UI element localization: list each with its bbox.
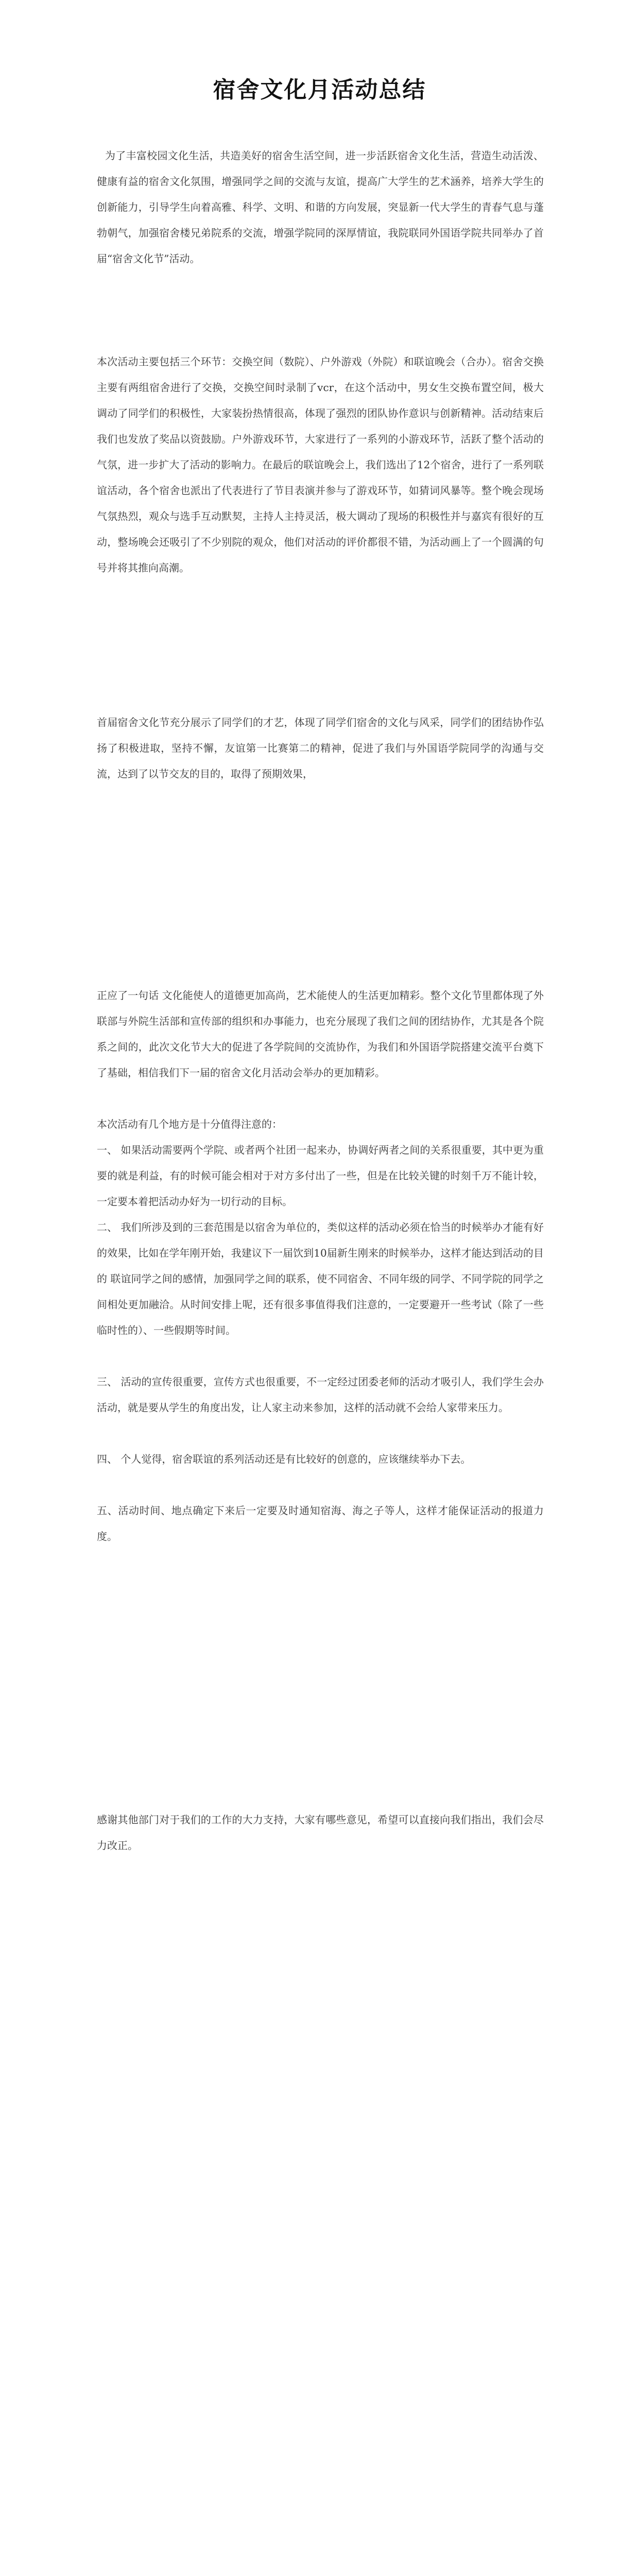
paragraph-notes-heading: 本次活动有几个地方是十分值得注意的： — [97, 1118, 282, 1130]
paragraph-note-4: 四、 个人觉得，宿舍联谊的系列活动还是有比较好的创意的，应该继续举办下去。 — [97, 1453, 471, 1465]
paragraph-activities: 本次活动主要包括三个环节：交换空间（数院）、户外游戏（外院）和联谊晚会（合办）。宿舍交换主要有两组宿舍进行了交换，交换空间时录制了vcr，在这个活动中，男女生交换布置空间，极大调动了同学们的积极性，大家装扮热情很高，体现了强烈的团队协作意识与创新精神。活动结束后我们也发放了奖品以资鼓励。户外游戏环节，大家进行了一系列的小游戏环节，活跃了整个活动的气氛，进一步扩大了活动的影响力。在最后的联谊晚会上，我们选出了12个宿舍，进行了一系列联谊活动，各个宿舍也派出了代表进行了节目表演并参与了游戏环节，如猜词风暴等。整个晚会现场气氛热烈，观众与选手互动默契，主持人主持灵活，极大调动了现场的积极性并与嘉宾有很好的互动，整场晚会还吸引了不少别院的观众，他们对活动的评价都很不错，为活动画上了一个圆满的句号并将其推向高潮。 — [97, 355, 544, 574]
page-title: 宿舍文化月活动总结 — [213, 77, 426, 103]
paragraph-festival-summary: 首届宿舍文化节充分展示了同学们的才艺，体现了同学们宿舍的文化与风采，同学们的团结协作弘扬了积极进取，坚持不懈，友谊第一比赛第二的精神，促进了我们与外国语学院同学的沟通与交流，达到了以节交友的目的，取得了预期效果， — [97, 716, 544, 780]
paragraph-thanks: 感谢其他部门对于我们的工作的大力支持，大家有哪些意见，希望可以直接向我们指出，我们会尽力改正。 — [97, 1814, 544, 1852]
paragraph-note-3: 三、 活动的宣传很重要，宣传方式也很重要，不一定经过团委老师的活动才吸引人，我们学生会办活动，就是要从学生的角度出发，让人家主动来参加，这样的活动就不会给人家带来压力。 — [97, 1376, 544, 1414]
paragraph-conclusion: 正应了一句话 文化能使人的道德更加高尚，艺术能使人的生活更加精彩。整个文化节里都体现了外联部与外院生活部和宣传部的组织和办事能力，也充分展现了我们之间的团结协作，尤其是各个院系之间的，此次文化节大大的促进了各学院间的交流协作，为我们和外国语学院搭建交流平台奠下了基础，相信我们下一届的宿舍文化月活动会举办的更加精彩。 — [97, 989, 544, 1079]
paragraph-note-1: 一、 如果活动需要两个学院、或者两个社团一起来办，协调好两者之间的关系很重要，其中更为重要的就是利益，有的时候可能会相对于对方多付出了一些，但是在比较关键的时刻千万不能计较，一定要本着把活动办好为一切行动的目标。 — [97, 1144, 544, 1208]
paragraph-note-5: 五、活动时间、地点确定下来后一定要及时通知宿海、海之子等人，这样才能保证活动的报道力度。 — [97, 1504, 544, 1543]
paragraph-intro: 为了丰富校园文化生活，共造美好的宿舍生活空间，进一步活跃宿舍文化生活，营造生动活泼、健康有益的宿舍文化氛围，增强同学之间的交流与友谊，提高广大学生的艺术涵养，培养大学生的创新能力，引导学生向着高雅、科学、文明、和谐的方向发展，突显新一代大学生的青春气息与蓬勃朝气，加强宿舍楼兄弟院系的交流，增强学院同的深厚情谊，我院联同外国语学院共同举办了首届“宿舍文化节”活动。 — [97, 149, 544, 265]
paragraph-note-2: 二、 我们所涉及到的三套范围是以宿舍为单位的，类似这样的活动必须在恰当的时候举办才能有好的效果，比如在学年刚开始，我建议下一届饮到10届新生刚来的时候举办，这样才能达到活动的目的 联谊同学之间的感情，加强同学之间的联系，使不同宿舍、不同年级的同学、不同学院的同学之间相处更加融洽。从时间安排上呢，还有很多事值得我们注意的，一定要避开一些考试（除了一些临时性的）、一些假期等时间。 — [97, 1221, 544, 1336]
